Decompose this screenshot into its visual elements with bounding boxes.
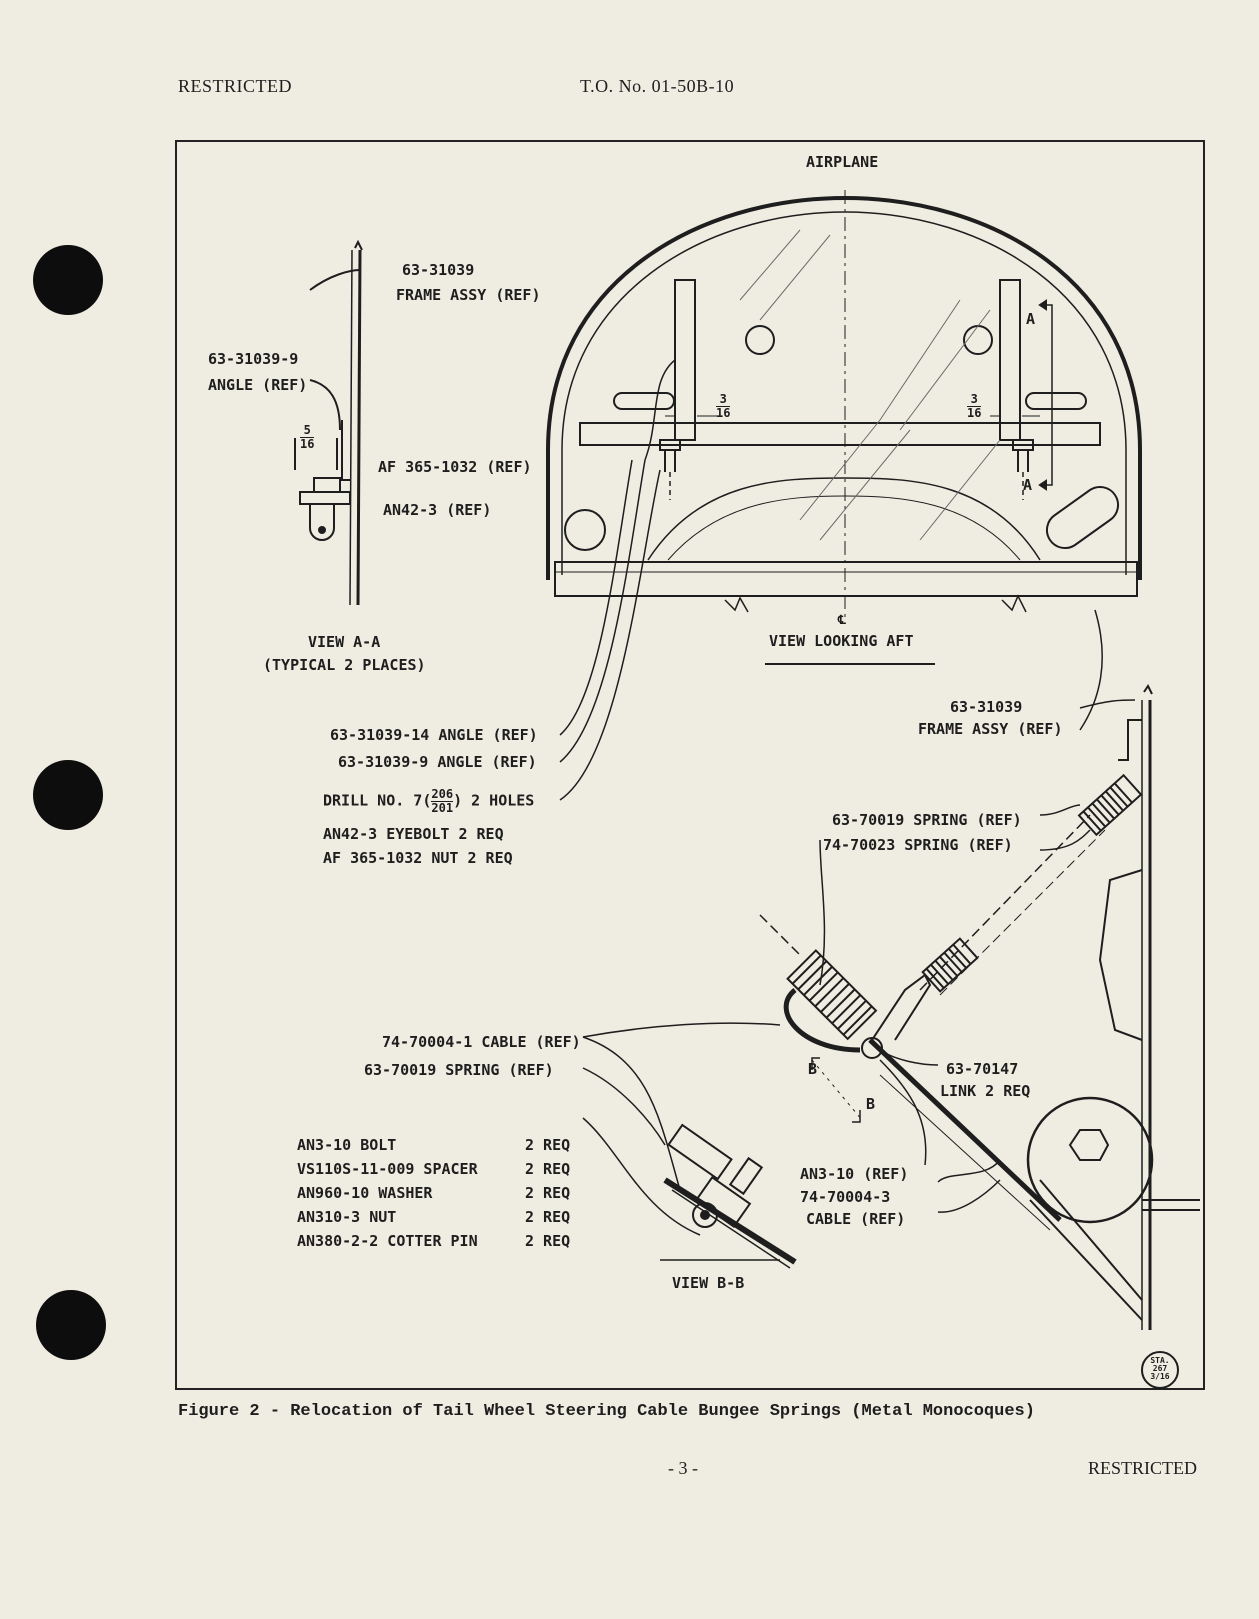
- dim-right-numerator: 3: [967, 393, 981, 407]
- section-b-bottom: B: [866, 1095, 876, 1113]
- callout-angle-14: 63-31039-14 ANGLE (REF): [330, 726, 538, 744]
- callout-angle-9: 63-31039-9 ANGLE (REF): [338, 753, 537, 771]
- dome-dimension-right: [967, 393, 981, 419]
- drill-numerator: 206: [431, 787, 454, 801]
- part-name: AN310-3 NUT: [297, 1208, 397, 1226]
- part-name: AN3-10 BOLT: [297, 1136, 397, 1154]
- view-bb-drawing: [660, 1125, 795, 1268]
- view-aa-dimension: [300, 424, 314, 450]
- callout-cable-1: 74-70004-1 CABLE (REF): [382, 1033, 581, 1051]
- part-qty: 2 REQ: [525, 1160, 571, 1178]
- view-aa-eyebolt-label: AN42-3 (REF): [383, 501, 492, 519]
- part-name: AN960-10 WASHER: [297, 1184, 433, 1202]
- callout-frame-part: 63-31039: [950, 698, 1023, 716]
- section-a-top: A: [1026, 310, 1036, 328]
- dim-right-denominator: 16: [967, 405, 982, 420]
- callout-eyebolt: AN42-3 EYEBOLT 2 REQ: [323, 825, 504, 843]
- airplane-label: AIRPLANE: [806, 153, 879, 171]
- dim-left-denominator: 16: [716, 405, 731, 420]
- document-number: T.O. No. 01-50B-10: [580, 76, 735, 96]
- drill-suffix: 2 HOLES: [471, 791, 535, 810]
- part-name: AN380-2-2 COTTER PIN: [297, 1232, 478, 1250]
- callout-spring-74-70023: 74-70023 SPRING (REF): [823, 836, 1013, 854]
- callout-frame-desc: FRAME ASSY (REF): [918, 720, 1063, 738]
- angle-description: ANGLE (REF): [208, 376, 308, 394]
- dim-numerator: 5: [300, 424, 314, 438]
- dim-left-numerator: 3: [716, 393, 730, 407]
- angle-part-number: 63-31039-9: [208, 350, 299, 368]
- part-name: VS110S-11-009 SPACER: [297, 1160, 478, 1178]
- part-qty: 2 REQ: [525, 1184, 571, 1202]
- view-aa-nut-label: AF 365-1032 (REF): [378, 458, 532, 476]
- callout-drill: DRILL NO. 7( $\frac{206}{201}$ ) 2 HOLES: [323, 787, 535, 815]
- view-aa-title: VIEW A-A: [308, 633, 381, 651]
- callout-spring-63-70019: 63-70019 SPRING (REF): [832, 811, 1022, 829]
- part-qty: 2 REQ: [525, 1136, 571, 1154]
- part-qty: 2 REQ: [525, 1232, 571, 1250]
- callout-nut: AF 365-1032 NUT 2 REQ: [323, 849, 513, 867]
- station-stamp: STA. 267 3/16: [1150, 1356, 1170, 1381]
- leader-lines: [560, 360, 1135, 1235]
- frame-description: FRAME ASSY (REF): [396, 286, 541, 304]
- callout-link-part: 63-70147: [946, 1060, 1019, 1078]
- frame-part-number: 63-31039: [402, 261, 475, 279]
- figure-caption: Figure 2 - Relocation of Tail Wheel Steering Cable Bungee Springs (Metal Monocoques): [178, 1402, 1035, 1421]
- centerline-symbol: ℄: [838, 613, 846, 627]
- callout-bolt-ref: AN3-10 (REF): [800, 1165, 909, 1183]
- section-a-bottom: A: [1023, 476, 1033, 494]
- drill-denominator: 201: [431, 800, 454, 815]
- view-bb-title: VIEW B-B: [672, 1274, 745, 1292]
- side-view-drawing: [760, 686, 1200, 1388]
- dim-denominator: 16: [300, 436, 315, 451]
- drill-prefix: DRILL NO. 7: [323, 791, 423, 810]
- restricted-footer: RESTRICTED: [1088, 1458, 1198, 1478]
- view-aa-subtitle: (TYPICAL 2 PLACES): [263, 656, 426, 674]
- view-aft-title: VIEW LOOKING AFT: [769, 632, 914, 650]
- section-b-top: B: [808, 1060, 818, 1078]
- restricted-header-left: RESTRICTED: [178, 76, 293, 96]
- callout-spring-3: 63-70019 SPRING (REF): [364, 1061, 554, 1079]
- part-qty: 2 REQ: [525, 1208, 571, 1226]
- callout-link-desc: LINK 2 REQ: [940, 1082, 1031, 1100]
- dome-dimension-left: [716, 393, 730, 419]
- page-number: - 3 -: [668, 1458, 698, 1478]
- callout-cable-3-desc: CABLE (REF): [806, 1210, 906, 1228]
- callout-cable-3-part: 74-70004-3: [800, 1188, 891, 1206]
